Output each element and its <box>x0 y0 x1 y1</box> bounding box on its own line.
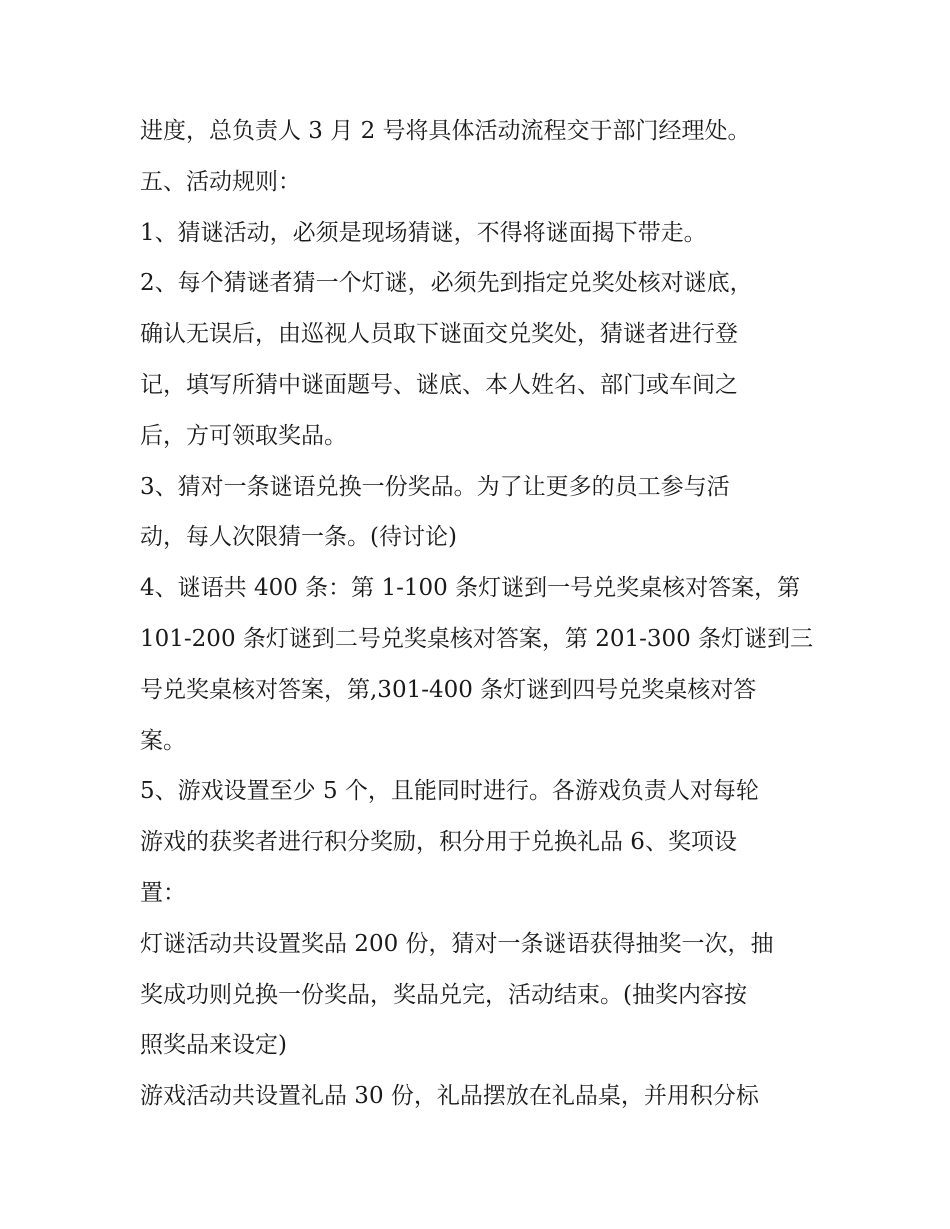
text-line: 置： <box>140 879 186 906</box>
text-line: 2、每个猜谜者猜一个灯谜，必须先到指定兑奖处核对谜底， <box>140 270 753 297</box>
text-line: 记，填写所猜中谜面题号、谜底、本人姓名、部门或车间之 <box>140 371 738 398</box>
text-line: 5、游戏设置至少 5 个，且能同时进行。各游戏负责人对每轮 <box>140 778 759 805</box>
text-line: 4、谜语共 400 条：第 1-100 条灯谜到一号兑奖桌核对答案，第 <box>140 575 801 602</box>
text-line: 101-200 条灯谜到二号兑奖桌核对答案，第 201-300 条灯谜到三 <box>140 625 814 652</box>
text-line: 1、猜谜活动，必须是现场猜谜，不得将谜面揭下带走。 <box>140 219 707 246</box>
text-line: 灯谜活动共设置奖品 200 份，猜对一条谜语获得抽奖一次，抽 <box>140 930 774 957</box>
text-line: 号兑奖桌核对答案，第,301-400 条灯谜到四号兑奖桌核对答 <box>140 676 757 703</box>
text-line: 奖成功则兑换一份奖品，奖品兑完，活动结束。(抽奖内容按 <box>140 981 747 1008</box>
text-line: 3、猜对一条谜语兑换一份奖品。为了让更多的员工参与活 <box>140 473 730 500</box>
section-heading: 五、活动规则： <box>140 168 301 195</box>
document-body <box>140 106 820 1122</box>
text-line: 照奖品来设定) <box>140 1032 287 1059</box>
text-line: 进度，总负责人 3 月 2 号将具体活动流程交于部门经理处。 <box>140 118 751 144</box>
text-line: 动，每人次限猜一条。(待讨论) <box>140 524 457 551</box>
text-line: 游戏的获奖者进行积分奖励，积分用于兑换礼品 6、奖项设 <box>140 829 737 856</box>
text-line: 确认无误后，由巡视人员取下谜面交兑奖处，猜谜者进行登 <box>140 321 738 348</box>
text-line: 案。 <box>140 727 186 754</box>
text-line: 游戏活动共设置礼品 30 份，礼品摆放在礼品桌，并用积分标 <box>140 1083 759 1110</box>
text-line: 后，方可领取奖品。 <box>140 422 347 449</box>
